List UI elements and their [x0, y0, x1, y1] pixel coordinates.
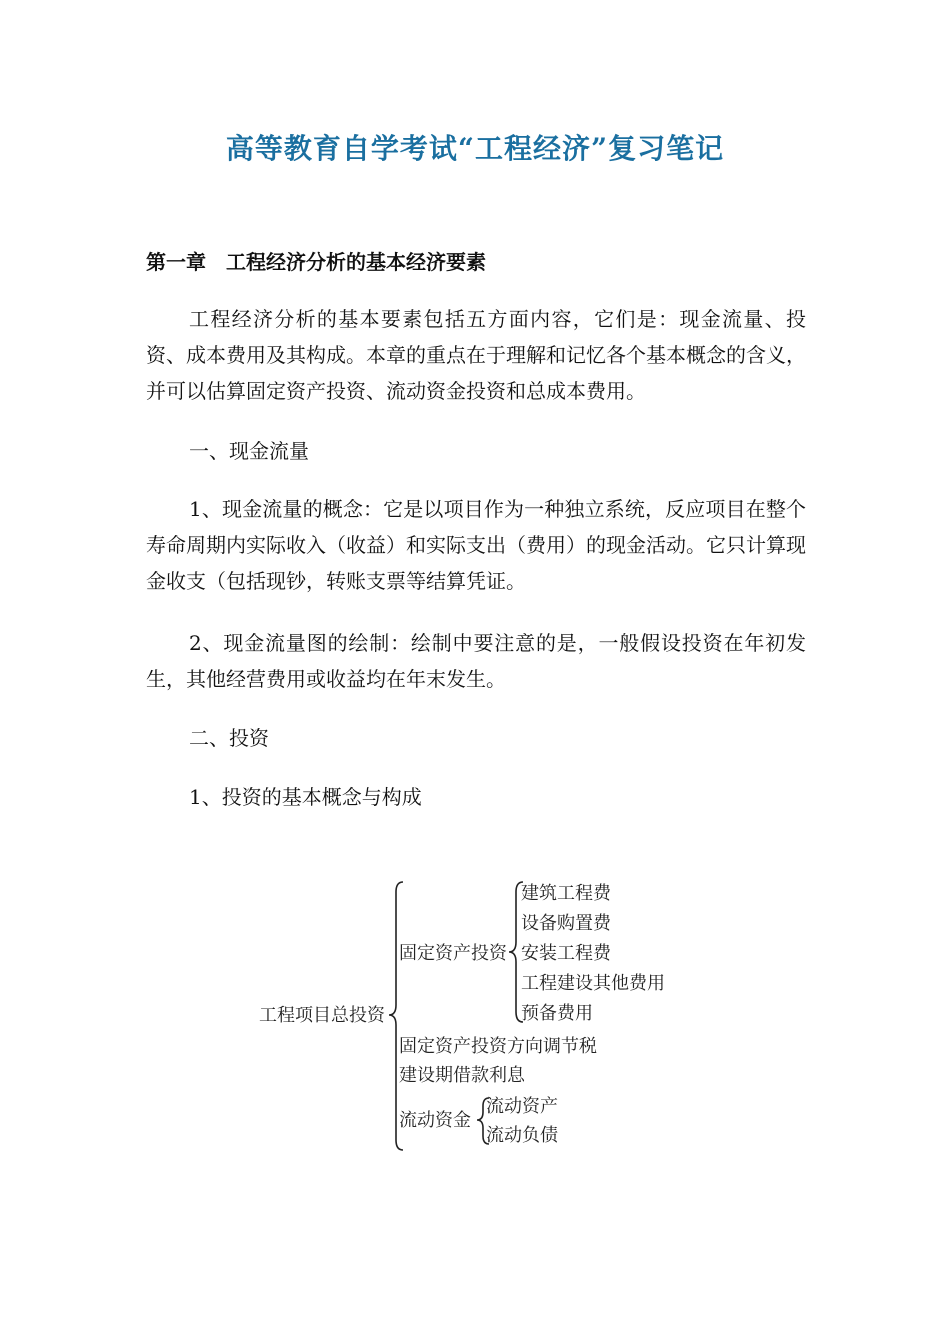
investment-concept-paragraph: 1、投资的基本概念与构成 [189, 785, 422, 809]
tree-root: 工程项目总投资 [259, 1005, 385, 1026]
section-heading-investment: 二、投资 [189, 726, 269, 750]
tree-interest: 建设期借款利息 [399, 1065, 525, 1086]
tree-fixed-item-0: 建筑工程费 [521, 883, 611, 904]
tree-fixed-item-3: 工程建设其他费用 [521, 973, 665, 994]
section-heading-cash-flow: 一、现金流量 [189, 439, 309, 463]
tree-working-capital: 流动资金 [399, 1110, 471, 1131]
tree-fixed-asset: 固定资产投资 [399, 943, 507, 964]
cash-flow-diagram-paragraph: 2、现金流量图的绘制：绘制中要注意的是，一般假设投资在年初发生，其他经营费用或收益均在年末发生。 [146, 631, 806, 691]
tree-working-item-1: 流动负债 [486, 1125, 558, 1146]
tree-working-item-0: 流动资产 [486, 1096, 558, 1117]
cash-flow-concept-paragraph: 1、现金流量的概念：它是以项目作为一种独立系统，反应项目在整个寿命周期内实际收入（收益）和实际支出（费用）的现金活动。它只计算现金收支（包括现钞，转账支票等结算凭证。 [146, 497, 806, 593]
tree-fixed-item-4: 预备费用 [521, 1003, 593, 1024]
tree-fixed-item-1: 设备购置费 [521, 913, 611, 934]
chapter-heading: 第一章 工程经济分析的基本经济要素 [146, 250, 486, 274]
intro-paragraph: 工程经济分析的基本要素包括五方面内容，它们是：现金流量、投资、成本费用及其构成。本章的重点在于理解和记忆各个基本概念的含义，并可以估算固定资产投资、流动资金投资和总成本费用。 [146, 307, 806, 403]
tree-fixed-item-2: 安装工程费 [521, 943, 611, 964]
document-title: 高等教育自学考试“工程经济”复习笔记 [225, 132, 725, 165]
tree-direction-tax: 固定资产投资方向调节税 [399, 1036, 597, 1057]
